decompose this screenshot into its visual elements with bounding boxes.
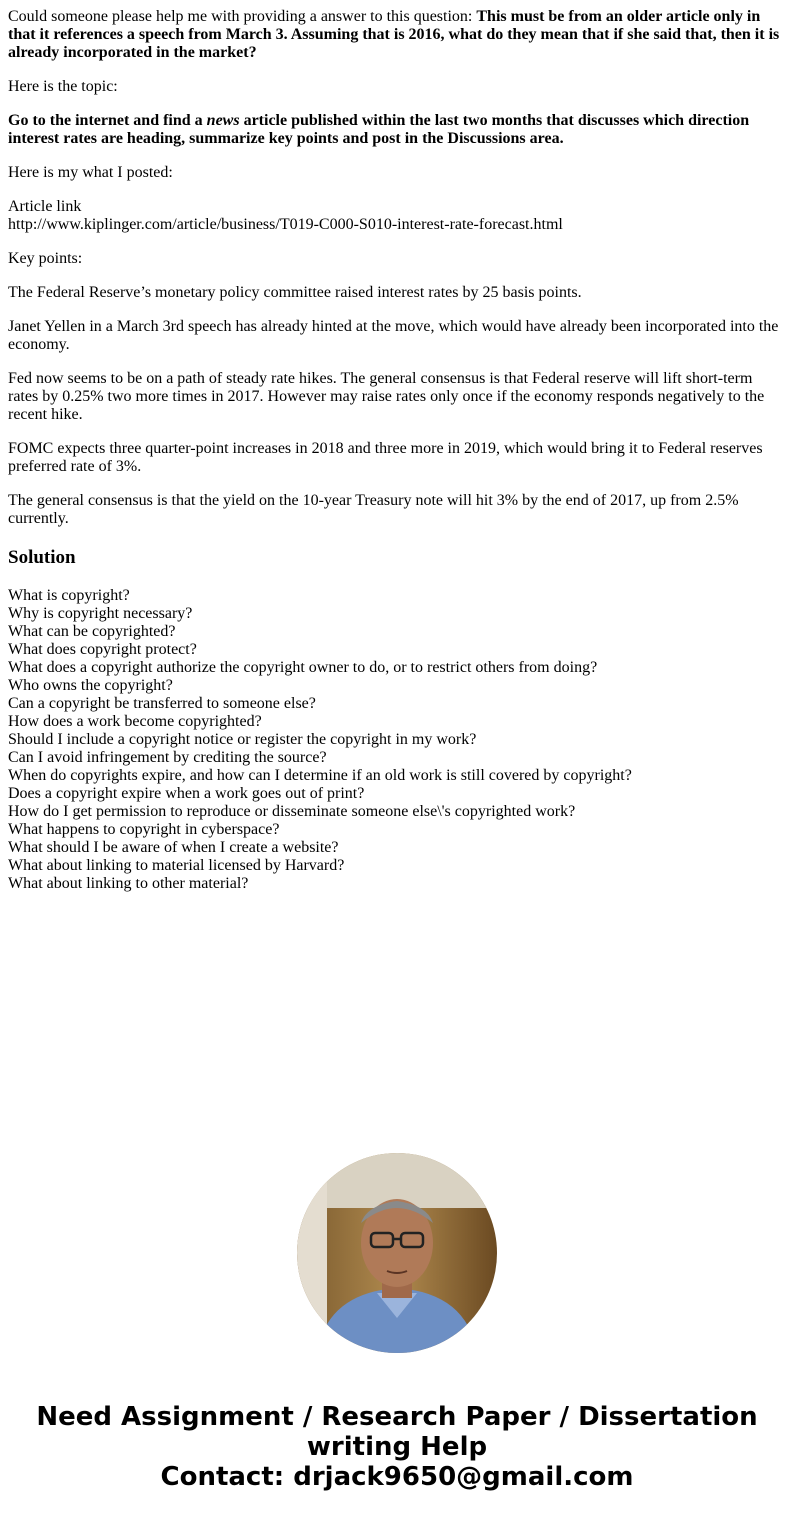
key-point: The general consensus is that the yield on the 10-year Treasury note will hit 3% by the end of 2017, up from 2.5% currently. <box>8 492 739 527</box>
solution-item: What can be copyrighted? <box>8 623 176 640</box>
solution-item: What should I be aware of when I create a website? <box>8 839 339 856</box>
footer-banner <box>0 1402 794 1492</box>
footer-line-2: writing Help <box>306 1432 488 1462</box>
author-avatar <box>297 1153 497 1353</box>
topic-part2: article published within the last two months that discusses which direction interest rates are heading, summarize key points and post in the Discussions area. <box>8 112 750 147</box>
posted-label: Here is my what I posted: <box>8 164 173 181</box>
solution-item: What does a copyright authorize the copyright owner to do, or to restrict others from doing? <box>8 659 598 676</box>
solution-list <box>8 587 786 893</box>
solution-item: Can I avoid infringement by crediting the source? <box>8 749 327 766</box>
solution-item: Why is copyright necessary? <box>8 605 193 622</box>
document-body <box>8 8 786 893</box>
key-point: Janet Yellen in a March 3rd speech has already hinted at the move, which would have already been incorporated into the economy. <box>8 318 779 353</box>
topic-paragraph <box>8 112 786 148</box>
avatar-portrait <box>297 1153 497 1353</box>
solution-item: When do copyrights expire, and how can I determine if an old work is still covered by copyright? <box>8 767 632 784</box>
question-paragraph <box>8 8 786 62</box>
footer-contact: Contact: drjack9650@gmail.com <box>160 1462 634 1492</box>
article-link-label: Article link <box>8 198 82 215</box>
solution-item: Does a copyright expire when a work goes out of print? <box>8 785 365 802</box>
topic-label: Here is the topic: <box>8 78 118 95</box>
solution-item: What is copyright? <box>8 587 130 604</box>
article-link-url[interactable]: http://www.kiplinger.com/article/business/T019-C000-S010-interest-rate-forecast.html <box>8 216 563 233</box>
key-point: Fed now seems to be on a path of steady rate hikes. The general consensus is that Federal reserve will lift short-term rates by 0.25% two more times in 2017. However may raise rates only once if the economy responds negatively to the recent hike. <box>8 370 765 423</box>
topic-part1: Go to the internet and find a <box>8 112 207 129</box>
footer-line-1: Need Assignment / Research Paper / Dissertation <box>36 1402 758 1432</box>
key-point: FOMC expects three quarter-point increases in 2018 and three more in 2019, which would bring it to Federal reserves preferred rate of 3%. <box>8 440 763 475</box>
solution-item: What happens to copyright in cyberspace? <box>8 821 280 838</box>
solution-item: Should I include a copyright notice or register the copyright in my work? <box>8 731 477 748</box>
solution-item: Who owns the copyright? <box>8 677 173 694</box>
article-link-block <box>8 198 786 234</box>
solution-item: Can a copyright be transferred to someone else? <box>8 695 316 712</box>
key-points-label: Key points: <box>8 250 83 267</box>
question-intro: Could someone please help me with providing a answer to this question: <box>8 8 477 25</box>
solution-item: How do I get permission to reproduce or disseminate someone else\'s copyrighted work? <box>8 803 576 820</box>
key-point: The Federal Reserve’s monetary policy committee raised interest rates by 25 basis points. <box>8 284 582 301</box>
solution-item: What about linking to material licensed by Harvard? <box>8 857 345 874</box>
question-bold: This must be from an older article only in that it references a speech from March 3. Assuming that is 2016, what do they mean that if she said that, then it is already incorporated in the market? <box>8 8 780 61</box>
topic-emphasis: news <box>206 112 240 129</box>
solution-heading: Solution <box>8 547 76 568</box>
solution-item: How does a work become copyrighted? <box>8 713 262 730</box>
solution-item: What about linking to other material? <box>8 875 249 892</box>
solution-item: What does copyright protect? <box>8 641 197 658</box>
